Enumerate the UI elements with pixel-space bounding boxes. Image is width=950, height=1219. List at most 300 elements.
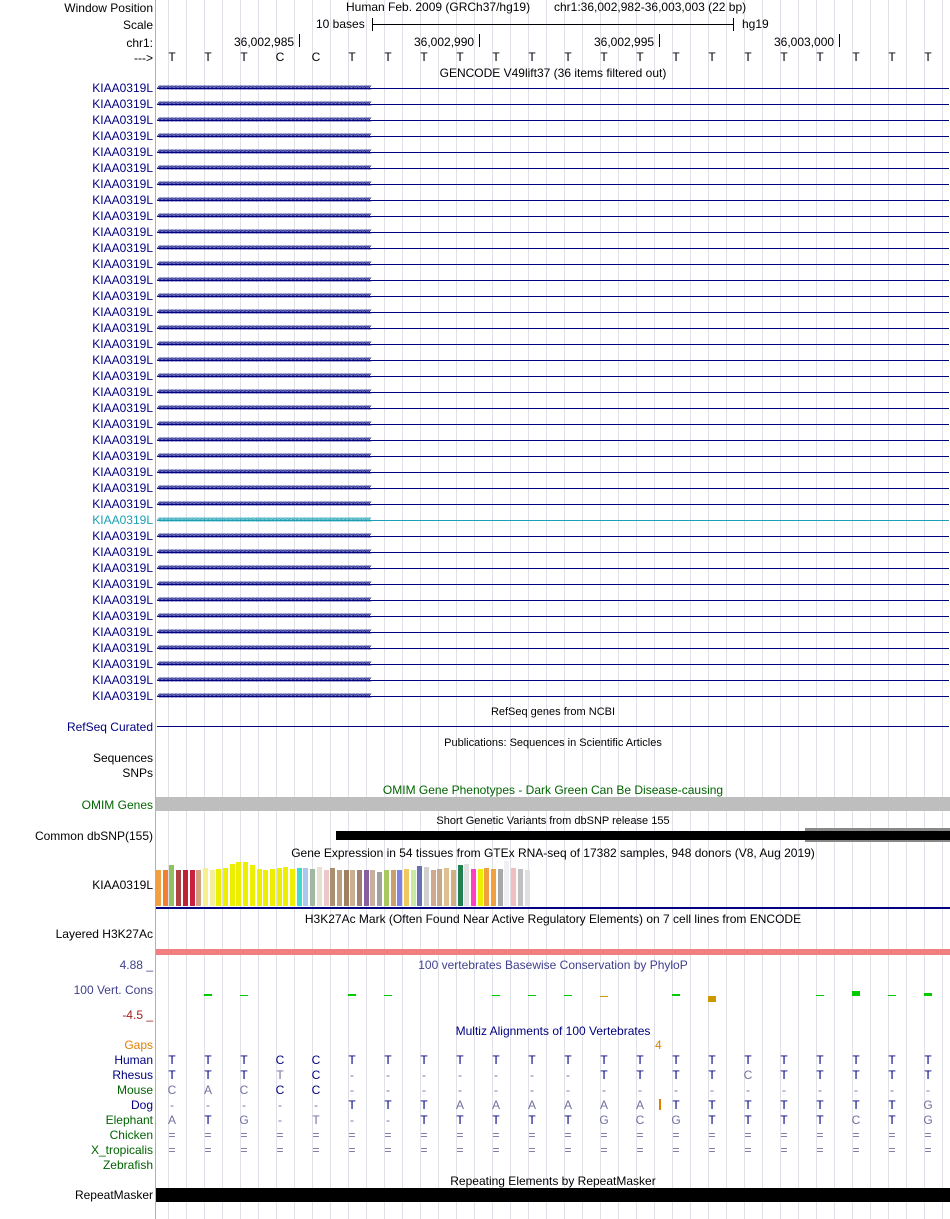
phylop-score-mark [240, 995, 248, 996]
aligned-base: T [600, 1053, 608, 1067]
aligned-base: = [780, 1143, 788, 1157]
gencode-transcript-label[interactable]: KIAA0319L [92, 529, 153, 543]
gtex-tissue-bar[interactable] [290, 869, 295, 906]
strand-arrows: ‹‹‹‹‹‹‹‹‹‹‹‹‹‹‹‹‹‹‹‹‹‹‹‹‹‹‹‹‹‹‹‹‹‹‹‹‹‹‹‹‹‹‹‹‹‹‹‹‹‹‹‹‹‹‹‹‹‹‹‹‹‹‹‹‹‹‹‹‹‹‹‹‹‹‹‹‹‹‹‹‹‹‹‹‹‹‹‹‹‹‹‹‹‹‹‹‹‹‹‹‹‹‹‹‹‹‹‹‹‹‹‹‹‹‹‹‹‹‹‹‹‹‹‹‹‹‹‹‹‹‹‹‹‹‹‹‹‹‹‹‹‹‹‹‹‹‹‹‹‹‹‹‹‹‹‹‹‹‹‹ [157, 659, 370, 669]
aligned-base: - [494, 1083, 498, 1097]
aligned-base: T [420, 1098, 428, 1112]
gencode-transcript-label[interactable]: KIAA0319L [92, 369, 153, 383]
reference-base: T [384, 50, 392, 64]
species-label[interactable]: Mouse [116, 1083, 153, 1097]
publications-title[interactable]: Publications: Sequences in Scientific Articles [444, 737, 662, 749]
aligned-base: G [599, 1113, 609, 1127]
phylop-score-mark [528, 995, 536, 996]
gtex-tissue-bar[interactable] [303, 868, 308, 906]
strand-arrows: ‹‹‹‹‹‹‹‹‹‹‹‹‹‹‹‹‹‹‹‹‹‹‹‹‹‹‹‹‹‹‹‹‹‹‹‹‹‹‹‹‹‹‹‹‹‹‹‹‹‹‹‹‹‹‹‹‹‹‹‹‹‹‹‹‹‹‹‹‹‹‹‹‹‹‹‹‹‹‹‹‹‹‹‹‹‹‹‹‹‹‹‹‹‹‹‹‹‹‹‹‹‹‹‹‹‹‹‹‹‹‹‹‹‹‹‹‹‹‹‹‹‹‹‹‹‹‹‹‹‹‹‹‹‹‹‹‹‹‹‹‹‹‹‹‹‹‹‹‹‹‹‹‹‹‹‹‹‹‹‹ [157, 499, 370, 509]
aligned-base: - [566, 1083, 570, 1097]
aligned-base: = [240, 1143, 248, 1157]
phylop-score-mark [600, 996, 608, 997]
aligned-base: = [564, 1128, 572, 1142]
aligned-base: T [276, 1068, 284, 1082]
strand-arrows: ‹‹‹‹‹‹‹‹‹‹‹‹‹‹‹‹‹‹‹‹‹‹‹‹‹‹‹‹‹‹‹‹‹‹‹‹‹‹‹‹‹‹‹‹‹‹‹‹‹‹‹‹‹‹‹‹‹‹‹‹‹‹‹‹‹‹‹‹‹‹‹‹‹‹‹‹‹‹‹‹‹‹‹‹‹‹‹‹‹‹‹‹‹‹‹‹‹‹‹‹‹‹‹‹‹‹‹‹‹‹‹‹‹‹‹‹‹‹‹‹‹‹‹‹‹‹‹‹‹‹‹‹‹‹‹‹‹‹‹‹‹‹‹‹‹‹‹‹‹‹‹‹‹‹‹‹‹‹‹‹ [157, 115, 370, 125]
aligned-base: - [422, 1083, 426, 1097]
scale-text: 10 bases [316, 17, 365, 31]
gencode-transcript-label[interactable]: KIAA0319L [92, 625, 153, 639]
gtex-tissue-bar[interactable] [397, 870, 402, 906]
aligned-base: T [492, 1053, 500, 1067]
phylop-score-mark [564, 995, 572, 996]
strand-arrows: ‹‹‹‹‹‹‹‹‹‹‹‹‹‹‹‹‹‹‹‹‹‹‹‹‹‹‹‹‹‹‹‹‹‹‹‹‹‹‹‹‹‹‹‹‹‹‹‹‹‹‹‹‹‹‹‹‹‹‹‹‹‹‹‹‹‹‹‹‹‹‹‹‹‹‹‹‹‹‹‹‹‹‹‹‹‹‹‹‹‹‹‹‹‹‹‹‹‹‹‹‹‹‹‹‹‹‹‹‹‹‹‹‹‹‹‹‹‹‹‹‹‹‹‹‹‹‹‹‹‹‹‹‹‹‹‹‹‹‹‹‹‹‹‹‹‹‹‹‹‹‹‹‹‹‹‹‹‹‹‹ [157, 675, 370, 685]
gtex-tissue-bar[interactable] [458, 865, 463, 906]
strand-arrows: ‹‹‹‹‹‹‹‹‹‹‹‹‹‹‹‹‹‹‹‹‹‹‹‹‹‹‹‹‹‹‹‹‹‹‹‹‹‹‹‹‹‹‹‹‹‹‹‹‹‹‹‹‹‹‹‹‹‹‹‹‹‹‹‹‹‹‹‹‹‹‹‹‹‹‹‹‹‹‹‹‹‹‹‹‹‹‹‹‹‹‹‹‹‹‹‹‹‹‹‹‹‹‹‹‹‹‹‹‹‹‹‹‹‹‹‹‹‹‹‹‹‹‹‹‹‹‹‹‹‹‹‹‹‹‹‹‹‹‹‹‹‹‹‹‹‹‹‹‹‹‹‹‹‹‹‹‹‹‹‹ [157, 163, 370, 173]
aligned-base: C [311, 1053, 321, 1067]
strand-arrows: ‹‹‹‹‹‹‹‹‹‹‹‹‹‹‹‹‹‹‹‹‹‹‹‹‹‹‹‹‹‹‹‹‹‹‹‹‹‹‹‹‹‹‹‹‹‹‹‹‹‹‹‹‹‹‹‹‹‹‹‹‹‹‹‹‹‹‹‹‹‹‹‹‹‹‹‹‹‹‹‹‹‹‹‹‹‹‹‹‹‹‹‹‹‹‹‹‹‹‹‹‹‹‹‹‹‹‹‹‹‹‹‹‹‹‹‹‹‹‹‹‹‹‹‹‹‹‹‹‹‹‹‹‹‹‹‹‹‹‹‹‹‹‹‹‹‹‹‹‹‹‹‹‹‹‹‹‹‹‹‹ [157, 547, 370, 557]
gtex-tissue-bar[interactable] [411, 870, 416, 906]
aligned-base: = [924, 1128, 932, 1142]
aligned-base: = [204, 1128, 212, 1142]
aligned-base: C [239, 1083, 249, 1097]
scale-bar-left-tick [372, 18, 373, 31]
dbsnp-feature-overlap[interactable] [805, 831, 950, 840]
gencode-transcript-label[interactable]: KIAA0319L [92, 257, 153, 271]
gtex-title[interactable]: Gene Expression in 54 tissues from GTEx RNA-seq of 17382 samples, 948 donors (V8, Aug 2019) [291, 846, 815, 860]
gencode-transcript-label[interactable]: KIAA0319L [92, 689, 153, 703]
aligned-base: - [818, 1083, 822, 1097]
reference-base: T [420, 50, 428, 64]
refseq-gene-line[interactable] [157, 726, 949, 727]
gtex-tissue-bar[interactable] [357, 870, 362, 906]
aligned-base: - [782, 1083, 786, 1097]
gencode-transcript-label[interactable]: KIAA0319L [92, 577, 153, 591]
aligned-base: T [528, 1053, 536, 1067]
species-label[interactable]: Rhesus [112, 1068, 153, 1082]
gencode-transcript-label[interactable]: KIAA0319L [92, 193, 153, 207]
phylop-title[interactable]: 100 vertebrates Basewise Conservation by PhyloP [418, 958, 688, 972]
aligned-base: T [852, 1068, 860, 1082]
strand-arrows: ‹‹‹‹‹‹‹‹‹‹‹‹‹‹‹‹‹‹‹‹‹‹‹‹‹‹‹‹‹‹‹‹‹‹‹‹‹‹‹‹‹‹‹‹‹‹‹‹‹‹‹‹‹‹‹‹‹‹‹‹‹‹‹‹‹‹‹‹‹‹‹‹‹‹‹‹‹‹‹‹‹‹‹‹‹‹‹‹‹‹‹‹‹‹‹‹‹‹‹‹‹‹‹‹‹‹‹‹‹‹‹‹‹‹‹‹‹‹‹‹‹‹‹‹‹‹‹‹‹‹‹‹‹‹‹‹‹‹‹‹‹‹‹‹‹‹‹‹‹‹‹‹‹‹‹‹‹‹‹‹ [157, 563, 370, 573]
aligned-base: T [348, 1098, 356, 1112]
aligned-base: T [888, 1098, 896, 1112]
aligned-base: = [816, 1143, 824, 1157]
aligned-base: - [638, 1083, 642, 1097]
strand-arrows: ‹‹‹‹‹‹‹‹‹‹‹‹‹‹‹‹‹‹‹‹‹‹‹‹‹‹‹‹‹‹‹‹‹‹‹‹‹‹‹‹‹‹‹‹‹‹‹‹‹‹‹‹‹‹‹‹‹‹‹‹‹‹‹‹‹‹‹‹‹‹‹‹‹‹‹‹‹‹‹‹‹‹‹‹‹‹‹‹‹‹‹‹‹‹‹‹‹‹‹‹‹‹‹‹‹‹‹‹‹‹‹‹‹‹‹‹‹‹‹‹‹‹‹‹‹‹‹‹‹‹‹‹‹‹‹‹‹‹‹‹‹‹‹‹‹‹‹‹‹‹‹‹‹‹‹‹‹‹‹‹ [157, 467, 370, 477]
scale-db: hg19 [742, 17, 769, 31]
gencode-transcript-label[interactable]: KIAA0319L [92, 305, 153, 319]
gtex-tissue-bar[interactable] [451, 870, 456, 906]
gencode-transcript-label[interactable]: KIAA0319L [92, 241, 153, 255]
gencode-transcript-label[interactable]: KIAA0319L [92, 225, 153, 239]
species-label[interactable]: Chicken [109, 1128, 153, 1142]
reference-base: T [456, 50, 464, 64]
gtex-tissue-bar[interactable] [283, 867, 288, 906]
scale-bar-right-tick [733, 18, 734, 31]
gtex-bar-chart[interactable] [156, 858, 950, 906]
h3k27-label[interactable]: Layered H3K27Ac [55, 927, 153, 941]
aligned-base: A [203, 1083, 212, 1097]
h3k27-title[interactable]: H3K27Ac Mark (Often Found Near Active Regulatory Elements) on 7 cell lines from ENCODE [304, 912, 802, 926]
gtex-tissue-bar[interactable] [330, 868, 335, 906]
aligned-base: - [350, 1083, 354, 1097]
aligned-base: - [350, 1113, 354, 1127]
repeatmasker-feature[interactable] [156, 1188, 950, 1202]
gtex-tissue-bar[interactable] [337, 870, 342, 906]
aligned-base: - [170, 1098, 174, 1112]
strand-arrows: ‹‹‹‹‹‹‹‹‹‹‹‹‹‹‹‹‹‹‹‹‹‹‹‹‹‹‹‹‹‹‹‹‹‹‹‹‹‹‹‹‹‹‹‹‹‹‹‹‹‹‹‹‹‹‹‹‹‹‹‹‹‹‹‹‹‹‹‹‹‹‹‹‹‹‹‹‹‹‹‹‹‹‹‹‹‹‹‹‹‹‹‹‹‹‹‹‹‹‹‹‹‹‹‹‹‹‹‹‹‹‹‹‹‹‹‹‹‹‹‹‹‹‹‹‹‹‹‹‹‹‹‹‹‹‹‹‹‹‹‹‹‹‹‹‹‹‹‹‹‹‹‹‹‹‹‹‹‹‹‹ [157, 275, 370, 285]
gtex-tissue-bar[interactable] [230, 864, 235, 906]
gtex-baseline [156, 907, 950, 909]
aligned-base: T [204, 1068, 212, 1082]
aligned-base: G [923, 1113, 933, 1127]
gtex-tissue-bar[interactable] [377, 872, 382, 906]
gtex-label[interactable]: KIAA0319L [92, 878, 153, 892]
multiz-title[interactable]: Multiz Alignments of 100 Vertebrates [455, 1024, 651, 1038]
aligned-base: T [888, 1113, 896, 1127]
gtex-tissue-bar[interactable] [491, 869, 496, 906]
gtex-tissue-bar[interactable] [364, 870, 369, 906]
species-label[interactable]: Dog [130, 1098, 153, 1112]
aligned-base: = [600, 1143, 608, 1157]
gencode-transcript-label[interactable]: KIAA0319L [92, 321, 153, 335]
reference-base: C [275, 50, 285, 64]
aligned-base: = [168, 1128, 176, 1142]
gtex-tissue-bar[interactable] [391, 870, 396, 906]
strand-arrows: ‹‹‹‹‹‹‹‹‹‹‹‹‹‹‹‹‹‹‹‹‹‹‹‹‹‹‹‹‹‹‹‹‹‹‹‹‹‹‹‹‹‹‹‹‹‹‹‹‹‹‹‹‹‹‹‹‹‹‹‹‹‹‹‹‹‹‹‹‹‹‹‹‹‹‹‹‹‹‹‹‹‹‹‹‹‹‹‹‹‹‹‹‹‹‹‹‹‹‹‹‹‹‹‹‹‹‹‹‹‹‹‹‹‹‹‹‹‹‹‹‹‹‹‹‹‹‹‹‹‹‹‹‹‹‹‹‹‹‹‹‹‹‹‹‹‹‹‹‹‹‹‹‹‹‹‹‹‹‹‹ [157, 195, 370, 205]
gencode-transcript-label[interactable]: KIAA0319L [92, 161, 153, 175]
gencode-transcript-label[interactable]: KIAA0319L [92, 289, 153, 303]
gtex-tissue-bar[interactable] [257, 869, 262, 906]
chrom-label: chr1: [126, 36, 153, 50]
aligned-base: - [386, 1113, 390, 1127]
gtex-tissue-bar[interactable] [498, 869, 503, 906]
aligned-base: - [422, 1068, 426, 1082]
gtex-tissue-bar[interactable] [183, 870, 188, 906]
gtex-tissue-bar[interactable] [444, 868, 449, 906]
gtex-tissue-bar[interactable] [223, 868, 228, 906]
gencode-transcript-label[interactable]: KIAA0319L [92, 81, 153, 95]
aligned-base: = [312, 1128, 320, 1142]
gtex-tissue-bar[interactable] [203, 868, 208, 906]
aligned-base: T [528, 1113, 536, 1127]
aligned-base: = [204, 1143, 212, 1157]
reference-base: T [744, 50, 752, 64]
aligned-base: A [599, 1098, 608, 1112]
aligned-base: C [167, 1083, 177, 1097]
phylop-score-mark [384, 995, 392, 996]
gtex-tissue-bar[interactable] [525, 870, 530, 906]
gtex-tissue-bar[interactable] [384, 870, 389, 906]
gencode-title[interactable]: GENCODE V49lift37 (36 items filtered out) [439, 66, 667, 80]
gtex-tissue-bar[interactable] [310, 869, 315, 906]
aligned-base: = [564, 1143, 572, 1157]
aligned-base: - [530, 1068, 534, 1082]
aligned-base: T [672, 1098, 680, 1112]
reference-base: T [924, 50, 932, 64]
gtex-tissue-bar[interactable] [169, 865, 174, 906]
gtex-tissue-bar[interactable] [317, 867, 322, 906]
aligned-base: = [420, 1128, 428, 1142]
gtex-tissue-bar[interactable] [344, 870, 349, 906]
reference-base: T [636, 50, 644, 64]
gencode-transcript-label[interactable]: KIAA0319L [92, 497, 153, 511]
reference-base: T [672, 50, 680, 64]
gencode-transcript-label[interactable]: KIAA0319L [92, 465, 153, 479]
gencode-transcript-label[interactable]: KIAA0319L [92, 401, 153, 415]
gap-count: 4 [655, 1038, 662, 1052]
aligned-base: T [780, 1113, 788, 1127]
aligned-base: - [206, 1098, 210, 1112]
aligned-base: = [420, 1143, 428, 1157]
aligned-base: = [636, 1143, 644, 1157]
phylop-score-mark [204, 994, 212, 996]
aligned-base: C [635, 1113, 645, 1127]
aligned-base: - [458, 1068, 462, 1082]
aligned-base: T [816, 1098, 824, 1112]
strand-arrows: ‹‹‹‹‹‹‹‹‹‹‹‹‹‹‹‹‹‹‹‹‹‹‹‹‹‹‹‹‹‹‹‹‹‹‹‹‹‹‹‹‹‹‹‹‹‹‹‹‹‹‹‹‹‹‹‹‹‹‹‹‹‹‹‹‹‹‹‹‹‹‹‹‹‹‹‹‹‹‹‹‹‹‹‹‹‹‹‹‹‹‹‹‹‹‹‹‹‹‹‹‹‹‹‹‹‹‹‹‹‹‹‹‹‹‹‹‹‹‹‹‹‹‹‹‹‹‹‹‹‹‹‹‹‹‹‹‹‹‹‹‹‹‹‹‹‹‹‹‹‹‹‹‹‹‹‹‹‹‹‹ [157, 515, 370, 525]
aligned-base: T [456, 1113, 464, 1127]
aligned-base: - [494, 1068, 498, 1082]
aligned-base: A [455, 1098, 464, 1112]
reference-base: T [204, 50, 212, 64]
gtex-tissue-bar[interactable] [263, 870, 268, 906]
gencode-transcript-label[interactable]: KIAA0319L [92, 177, 153, 191]
aligned-base: = [888, 1143, 896, 1157]
gtex-tissue-bar[interactable] [190, 870, 195, 906]
gtex-tissue-bar[interactable] [437, 869, 442, 906]
strand-arrows: ‹‹‹‹‹‹‹‹‹‹‹‹‹‹‹‹‹‹‹‹‹‹‹‹‹‹‹‹‹‹‹‹‹‹‹‹‹‹‹‹‹‹‹‹‹‹‹‹‹‹‹‹‹‹‹‹‹‹‹‹‹‹‹‹‹‹‹‹‹‹‹‹‹‹‹‹‹‹‹‹‹‹‹‹‹‹‹‹‹‹‹‹‹‹‹‹‹‹‹‹‹‹‹‹‹‹‹‹‹‹‹‹‹‹‹‹‹‹‹‹‹‹‹‹‹‹‹‹‹‹‹‹‹‹‹‹‹‹‹‹‹‹‹‹‹‹‹‹‹‹‹‹‹‹‹‹‹‹‹‹ [157, 227, 370, 237]
gencode-transcript-label[interactable]: KIAA0319L [92, 97, 153, 111]
species-label[interactable]: Zebrafish [102, 1158, 153, 1172]
gencode-transcript-label[interactable]: KIAA0319L [92, 353, 153, 367]
species-label[interactable]: Elephant [105, 1113, 153, 1127]
gtex-tissue-bar[interactable] [210, 870, 215, 906]
aligned-base: T [744, 1098, 752, 1112]
gencode-transcript-label[interactable]: KIAA0319L [92, 513, 153, 527]
gencode-transcript-label[interactable]: KIAA0319L [92, 561, 153, 575]
gtex-tissue-bar[interactable] [518, 869, 523, 906]
gtex-tissue-bar[interactable] [404, 869, 409, 906]
aligned-base: - [746, 1083, 750, 1097]
aligned-base: C [851, 1113, 861, 1127]
gtex-tissue-bar[interactable] [250, 865, 255, 906]
gencode-transcript-label[interactable]: KIAA0319L [92, 433, 153, 447]
coord-tick-1 [299, 34, 300, 47]
gtex-tissue-bar[interactable] [504, 861, 509, 906]
species-label[interactable]: X_tropicalis [90, 1143, 153, 1157]
window-position-label: Window Position [64, 1, 153, 15]
gtex-tissue-bar[interactable] [464, 864, 469, 906]
reference-base: T [492, 50, 500, 64]
gencode-transcript-label[interactable]: KIAA0319L [92, 593, 153, 607]
aligned-base: T [816, 1053, 824, 1067]
gencode-transcript-label[interactable]: KIAA0319L [92, 417, 153, 431]
omim-label[interactable]: OMIM Genes [81, 798, 153, 812]
strand-arrows: ‹‹‹‹‹‹‹‹‹‹‹‹‹‹‹‹‹‹‹‹‹‹‹‹‹‹‹‹‹‹‹‹‹‹‹‹‹‹‹‹‹‹‹‹‹‹‹‹‹‹‹‹‹‹‹‹‹‹‹‹‹‹‹‹‹‹‹‹‹‹‹‹‹‹‹‹‹‹‹‹‹‹‹‹‹‹‹‹‹‹‹‹‹‹‹‹‹‹‹‹‹‹‹‹‹‹‹‹‹‹‹‹‹‹‹‹‹‹‹‹‹‹‹‹‹‹‹‹‹‹‹‹‹‹‹‹‹‹‹‹‹‹‹‹‹‹‹‹‹‹‹‹‹‹‹‹‹‹‹‹ [157, 579, 370, 589]
refseq-label[interactable]: RefSeq Curated [66, 720, 153, 734]
gtex-tissue-bar[interactable] [431, 870, 436, 906]
gencode-transcript-label[interactable]: KIAA0319L [92, 545, 153, 559]
gencode-transcript-label[interactable]: KIAA0319L [92, 209, 153, 223]
aligned-base: T [672, 1068, 680, 1082]
aligned-base: = [888, 1128, 896, 1142]
gencode-transcript-label[interactable]: KIAA0319L [92, 337, 153, 351]
aligned-base: A [527, 1098, 536, 1112]
gtex-tissue-bar[interactable] [511, 868, 516, 906]
omim-feature[interactable] [156, 797, 950, 811]
strand-arrows: ‹‹‹‹‹‹‹‹‹‹‹‹‹‹‹‹‹‹‹‹‹‹‹‹‹‹‹‹‹‹‹‹‹‹‹‹‹‹‹‹‹‹‹‹‹‹‹‹‹‹‹‹‹‹‹‹‹‹‹‹‹‹‹‹‹‹‹‹‹‹‹‹‹‹‹‹‹‹‹‹‹‹‹‹‹‹‹‹‹‹‹‹‹‹‹‹‹‹‹‹‹‹‹‹‹‹‹‹‹‹‹‹‹‹‹‹‹‹‹‹‹‹‹‹‹‹‹‹‹‹‹‹‹‹‹‹‹‹‹‹‹‹‹‹‹‹‹‹‹‹‹‹‹‹‹‹‹‹‹‹ [157, 307, 370, 317]
aligned-base: C [743, 1068, 753, 1082]
gtex-tissue-bar[interactable] [243, 862, 248, 906]
assembly-title: Human Feb. 2009 (GRCh37/hg19) [346, 0, 531, 14]
gencode-transcript-label[interactable]: KIAA0319L [92, 113, 153, 127]
gencode-transcript-label[interactable]: KIAA0319L [92, 385, 153, 399]
dbsnp-title[interactable]: Short Genetic Variants from dbSNP release 155 [436, 815, 670, 827]
gtex-tissue-bar[interactable] [236, 862, 241, 906]
coord-tick-4 [839, 34, 840, 47]
strand-arrows: ‹‹‹‹‹‹‹‹‹‹‹‹‹‹‹‹‹‹‹‹‹‹‹‹‹‹‹‹‹‹‹‹‹‹‹‹‹‹‹‹‹‹‹‹‹‹‹‹‹‹‹‹‹‹‹‹‹‹‹‹‹‹‹‹‹‹‹‹‹‹‹‹‹‹‹‹‹‹‹‹‹‹‹‹‹‹‹‹‹‹‹‹‹‹‹‹‹‹‹‹‹‹‹‹‹‹‹‹‹‹‹‹‹‹‹‹‹‹‹‹‹‹‹‹‹‹‹‹‹‹‹‹‹‹‹‹‹‹‹‹‹‹‹‹‹‹‹‹‹‹‹‹‹‹‹‹‹‹‹‹ [157, 403, 370, 413]
strand-arrows: ‹‹‹‹‹‹‹‹‹‹‹‹‹‹‹‹‹‹‹‹‹‹‹‹‹‹‹‹‹‹‹‹‹‹‹‹‹‹‹‹‹‹‹‹‹‹‹‹‹‹‹‹‹‹‹‹‹‹‹‹‹‹‹‹‹‹‹‹‹‹‹‹‹‹‹‹‹‹‹‹‹‹‹‹‹‹‹‹‹‹‹‹‹‹‹‹‹‹‹‹‹‹‹‹‹‹‹‹‹‹‹‹‹‹‹‹‹‹‹‹‹‹‹‹‹‹‹‹‹‹‹‹‹‹‹‹‹‹‹‹‹‹‹‹‹‹‹‹‹‹‹‹‹‹‹‹‹‹‹‹ [157, 323, 370, 333]
aligned-base: - [890, 1083, 894, 1097]
gencode-transcript-label[interactable]: KIAA0319L [92, 145, 153, 159]
aligned-base: - [674, 1083, 678, 1097]
aligned-base: T [780, 1053, 788, 1067]
gtex-tissue-bar[interactable] [176, 870, 181, 906]
gencode-transcript-label[interactable]: KIAA0319L [92, 481, 153, 495]
gencode-transcript-label[interactable]: KIAA0319L [92, 273, 153, 287]
gencode-transcript-label[interactable]: KIAA0319L [92, 673, 153, 687]
omim-title[interactable]: OMIM Gene Phenotypes - Dark Green Can Be Disease-causing [382, 783, 724, 797]
gtex-tissue-bar[interactable] [417, 866, 422, 906]
aligned-base: A [635, 1098, 644, 1112]
reference-base: T [816, 50, 824, 64]
refseq-title[interactable]: RefSeq genes from NCBI [490, 706, 616, 718]
aligned-base: T [924, 1053, 932, 1067]
strand-arrows: ‹‹‹‹‹‹‹‹‹‹‹‹‹‹‹‹‹‹‹‹‹‹‹‹‹‹‹‹‹‹‹‹‹‹‹‹‹‹‹‹‹‹‹‹‹‹‹‹‹‹‹‹‹‹‹‹‹‹‹‹‹‹‹‹‹‹‹‹‹‹‹‹‹‹‹‹‹‹‹‹‹‹‹‹‹‹‹‹‹‹‹‹‹‹‹‹‹‹‹‹‹‹‹‹‹‹‹‹‹‹‹‹‹‹‹‹‹‹‹‹‹‹‹‹‹‹‹‹‹‹‹‹‹‹‹‹‹‹‹‹‹‹‹‹‹‹‹‹‹‹‹‹‹‹‹‹‹‹‹‹ [157, 483, 370, 493]
aligned-base: - [530, 1083, 534, 1097]
aligned-base: T [564, 1053, 572, 1067]
snps-label[interactable]: SNPs [122, 766, 153, 780]
aligned-base: G [923, 1098, 933, 1112]
phylop-min: -4.5 _ [122, 1008, 153, 1022]
strand-arrows: ‹‹‹‹‹‹‹‹‹‹‹‹‹‹‹‹‹‹‹‹‹‹‹‹‹‹‹‹‹‹‹‹‹‹‹‹‹‹‹‹‹‹‹‹‹‹‹‹‹‹‹‹‹‹‹‹‹‹‹‹‹‹‹‹‹‹‹‹‹‹‹‹‹‹‹‹‹‹‹‹‹‹‹‹‹‹‹‹‹‹‹‹‹‹‹‹‹‹‹‹‹‹‹‹‹‹‹‹‹‹‹‹‹‹‹‹‹‹‹‹‹‹‹‹‹‹‹‹‹‹‹‹‹‹‹‹‹‹‹‹‹‹‹‹‹‹‹‹‹‹‹‹‹‹‹‹‹‹‹‹ [157, 83, 370, 93]
aligned-base: C [311, 1083, 321, 1097]
coord-tick-2 [479, 34, 480, 47]
strand-arrows: ‹‹‹‹‹‹‹‹‹‹‹‹‹‹‹‹‹‹‹‹‹‹‹‹‹‹‹‹‹‹‹‹‹‹‹‹‹‹‹‹‹‹‹‹‹‹‹‹‹‹‹‹‹‹‹‹‹‹‹‹‹‹‹‹‹‹‹‹‹‹‹‹‹‹‹‹‹‹‹‹‹‹‹‹‹‹‹‹‹‹‹‹‹‹‹‹‹‹‹‹‹‹‹‹‹‹‹‹‹‹‹‹‹‹‹‹‹‹‹‹‹‹‹‹‹‹‹‹‹‹‹‹‹‹‹‹‹‹‹‹‹‹‹‹‹‹‹‹‹‹‹‹‹‹‹‹‹‹‹‹ [157, 179, 370, 189]
gtex-tissue-bar[interactable] [216, 869, 221, 906]
gtex-tissue-bar[interactable] [297, 868, 302, 906]
aligned-base: T [240, 1068, 248, 1082]
aligned-base: T [204, 1053, 212, 1067]
strand-arrows: ‹‹‹‹‹‹‹‹‹‹‹‹‹‹‹‹‹‹‹‹‹‹‹‹‹‹‹‹‹‹‹‹‹‹‹‹‹‹‹‹‹‹‹‹‹‹‹‹‹‹‹‹‹‹‹‹‹‹‹‹‹‹‹‹‹‹‹‹‹‹‹‹‹‹‹‹‹‹‹‹‹‹‹‹‹‹‹‹‹‹‹‹‹‹‹‹‹‹‹‹‹‹‹‹‹‹‹‹‹‹‹‹‹‹‹‹‹‹‹‹‹‹‹‹‹‹‹‹‹‹‹‹‹‹‹‹‹‹‹‹‹‹‹‹‹‹‹‹‹‹‹‹‹‹‹‹‹‹‹‹ [157, 435, 370, 445]
gencode-transcript-label[interactable]: KIAA0319L [92, 641, 153, 655]
strand-arrows: ‹‹‹‹‹‹‹‹‹‹‹‹‹‹‹‹‹‹‹‹‹‹‹‹‹‹‹‹‹‹‹‹‹‹‹‹‹‹‹‹‹‹‹‹‹‹‹‹‹‹‹‹‹‹‹‹‹‹‹‹‹‹‹‹‹‹‹‹‹‹‹‹‹‹‹‹‹‹‹‹‹‹‹‹‹‹‹‹‹‹‹‹‹‹‹‹‹‹‹‹‹‹‹‹‹‹‹‹‹‹‹‹‹‹‹‹‹‹‹‹‹‹‹‹‹‹‹‹‹‹‹‹‹‹‹‹‹‹‹‹‹‹‹‹‹‹‹‹‹‹‹‹‹‹‹‹‹‹‹‹ [157, 99, 370, 109]
aligned-base: = [492, 1128, 500, 1142]
aligned-base: T [852, 1098, 860, 1112]
reference-base: T [780, 50, 788, 64]
aligned-base: = [384, 1128, 392, 1142]
phylop-score-mark [492, 995, 500, 996]
aligned-base: = [672, 1128, 680, 1142]
gencode-transcript-label[interactable]: KIAA0319L [92, 657, 153, 671]
gtex-tissue-bar[interactable] [324, 870, 329, 906]
aligned-base: = [744, 1128, 752, 1142]
gencode-transcript-label[interactable]: KIAA0319L [92, 129, 153, 143]
strand-arrows: ‹‹‹‹‹‹‹‹‹‹‹‹‹‹‹‹‹‹‹‹‹‹‹‹‹‹‹‹‹‹‹‹‹‹‹‹‹‹‹‹‹‹‹‹‹‹‹‹‹‹‹‹‹‹‹‹‹‹‹‹‹‹‹‹‹‹‹‹‹‹‹‹‹‹‹‹‹‹‹‹‹‹‹‹‹‹‹‹‹‹‹‹‹‹‹‹‹‹‹‹‹‹‹‹‹‹‹‹‹‹‹‹‹‹‹‹‹‹‹‹‹‹‹‹‹‹‹‹‹‹‹‹‹‹‹‹‹‹‹‹‹‹‹‹‹‹‹‹‹‹‹‹‹‹‹‹‹‹‹‹ [157, 595, 370, 605]
aligned-base: T [240, 1053, 248, 1067]
aligned-base: T [708, 1113, 716, 1127]
aligned-base: = [672, 1143, 680, 1157]
aligned-base: T [636, 1053, 644, 1067]
gencode-transcript-label[interactable]: KIAA0319L [92, 449, 153, 463]
aligned-base: T [384, 1053, 392, 1067]
aligned-base: - [602, 1083, 606, 1097]
gtex-tissue-bar[interactable] [350, 870, 355, 906]
aligned-base: T [708, 1053, 716, 1067]
phylop-score-mark [816, 995, 824, 996]
coord-tick-3 [659, 34, 660, 47]
aligned-base: T [384, 1098, 392, 1112]
gtex-tissue-bar[interactable] [370, 870, 375, 906]
coord-4: 36,003,000 [774, 35, 835, 49]
h3k27-signal[interactable] [156, 949, 950, 955]
aligned-base: = [744, 1143, 752, 1157]
reference-base: T [852, 50, 860, 64]
aligned-base: - [278, 1113, 282, 1127]
aligned-base: T [600, 1068, 608, 1082]
reference-base: T [564, 50, 572, 64]
strand-arrows: ‹‹‹‹‹‹‹‹‹‹‹‹‹‹‹‹‹‹‹‹‹‹‹‹‹‹‹‹‹‹‹‹‹‹‹‹‹‹‹‹‹‹‹‹‹‹‹‹‹‹‹‹‹‹‹‹‹‹‹‹‹‹‹‹‹‹‹‹‹‹‹‹‹‹‹‹‹‹‹‹‹‹‹‹‹‹‹‹‹‹‹‹‹‹‹‹‹‹‹‹‹‹‹‹‹‹‹‹‹‹‹‹‹‹‹‹‹‹‹‹‹‹‹‹‹‹‹‹‹‹‹‹‹‹‹‹‹‹‹‹‹‹‹‹‹‹‹‹‹‹‹‹‹‹‹‹‹‹‹‹ [157, 371, 370, 381]
strand-label: ---> [134, 51, 153, 65]
gtex-tissue-bar[interactable] [156, 870, 161, 906]
aligned-base: = [600, 1128, 608, 1142]
gencode-transcript-label[interactable]: KIAA0319L [92, 609, 153, 623]
aligned-base: = [348, 1128, 356, 1142]
repeatmasker-title[interactable]: Repeating Elements by RepeatMasker [450, 1174, 656, 1188]
aligned-base: - [566, 1068, 570, 1082]
gtex-tissue-bar[interactable] [424, 867, 429, 906]
gtex-tissue-bar[interactable] [270, 869, 275, 906]
gtex-tissue-bar[interactable] [484, 868, 489, 906]
aligned-base: - [278, 1098, 282, 1112]
aligned-base: = [816, 1128, 824, 1142]
aligned-base: T [888, 1068, 896, 1082]
aligned-base: A [491, 1098, 500, 1112]
aligned-base: = [528, 1128, 536, 1142]
aligned-base: C [275, 1053, 285, 1067]
aligned-base: - [242, 1098, 246, 1112]
species-label[interactable]: Human [114, 1053, 153, 1067]
phylop-score-mark [708, 996, 716, 1002]
aligned-base: T [744, 1113, 752, 1127]
strand-arrows: ‹‹‹‹‹‹‹‹‹‹‹‹‹‹‹‹‹‹‹‹‹‹‹‹‹‹‹‹‹‹‹‹‹‹‹‹‹‹‹‹‹‹‹‹‹‹‹‹‹‹‹‹‹‹‹‹‹‹‹‹‹‹‹‹‹‹‹‹‹‹‹‹‹‹‹‹‹‹‹‹‹‹‹‹‹‹‹‹‹‹‹‹‹‹‹‹‹‹‹‹‹‹‹‹‹‹‹‹‹‹‹‹‹‹‹‹‹‹‹‹‹‹‹‹‹‹‹‹‹‹‹‹‹‹‹‹‹‹‹‹‹‹‹‹‹‹‹‹‹‹‹‹‹‹‹‹‹‹‹‹ [157, 531, 370, 541]
gtex-tissue-bar[interactable] [163, 870, 168, 906]
gtex-tissue-bar[interactable] [196, 870, 201, 906]
aligned-base: = [636, 1128, 644, 1142]
gtex-tissue-bar[interactable] [478, 869, 483, 906]
phylop-label[interactable]: 100 Vert. Cons [73, 983, 153, 997]
gtex-tissue-bar[interactable] [471, 869, 476, 906]
reference-base: T [600, 50, 608, 64]
gtex-tissue-bar[interactable] [277, 868, 282, 906]
sequences-label[interactable]: Sequences [92, 751, 153, 765]
aligned-base: T [312, 1113, 320, 1127]
aligned-base: = [528, 1143, 536, 1157]
aligned-base: T [168, 1053, 176, 1067]
dbsnp-label[interactable]: Common dbSNP(155) [34, 829, 153, 843]
aligned-base: T [780, 1098, 788, 1112]
strand-arrows: ‹‹‹‹‹‹‹‹‹‹‹‹‹‹‹‹‹‹‹‹‹‹‹‹‹‹‹‹‹‹‹‹‹‹‹‹‹‹‹‹‹‹‹‹‹‹‹‹‹‹‹‹‹‹‹‹‹‹‹‹‹‹‹‹‹‹‹‹‹‹‹‹‹‹‹‹‹‹‹‹‹‹‹‹‹‹‹‹‹‹‹‹‹‹‹‹‹‹‹‹‹‹‹‹‹‹‹‹‹‹‹‹‹‹‹‹‹‹‹‹‹‹‹‹‹‹‹‹‹‹‹‹‹‹‹‹‹‹‹‹‹‹‹‹‹‹‹‹‹‹‹‹‹‹‹‹‹‹‹‹ [157, 147, 370, 157]
aligned-base: - [386, 1083, 390, 1097]
aligned-base: T [816, 1068, 824, 1082]
repeatmasker-label[interactable]: RepeatMasker [74, 1188, 153, 1202]
